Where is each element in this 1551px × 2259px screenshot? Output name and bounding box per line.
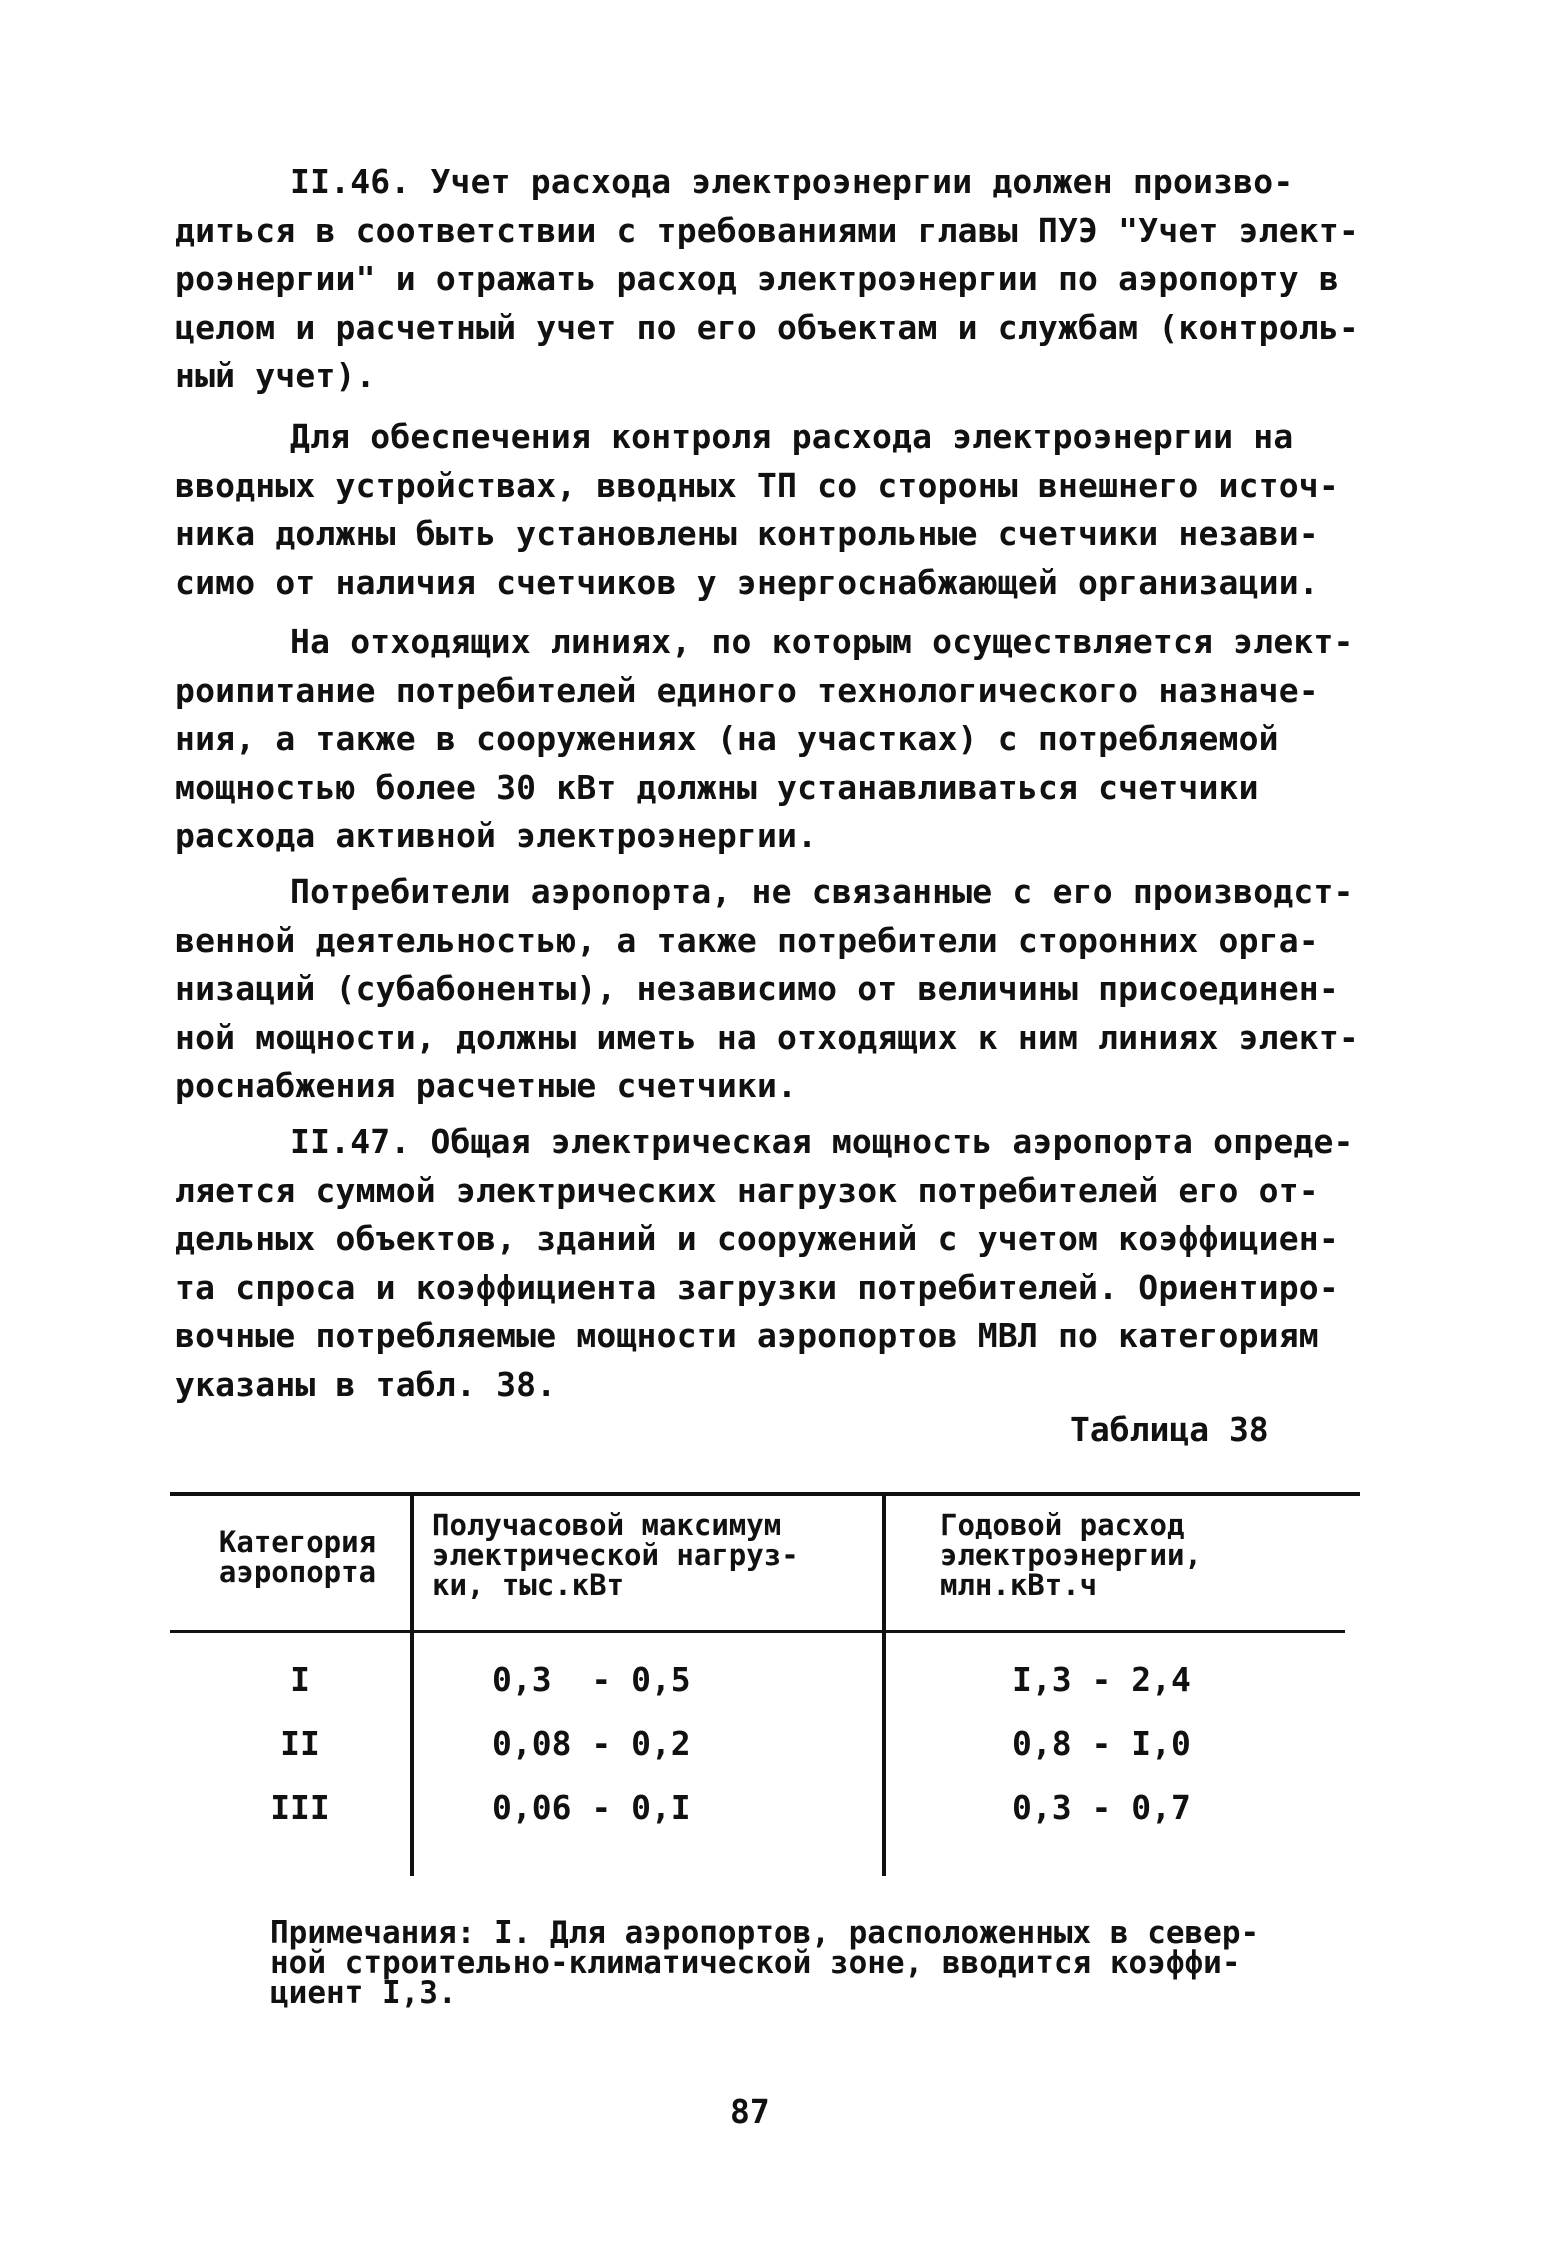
text-line: венной деятельностью, а также потребители сторонних орга- <box>175 920 1319 960</box>
text-line: Для обеспечения контроля расхода электроэнергии на <box>290 417 1294 456</box>
text-line: роипитание потребителей единого технологического назначе- <box>175 670 1319 710</box>
text-line: та спроса и коэффициента загрузки потребителей. Ориентиро- <box>175 1267 1339 1307</box>
text-line: II.46. Учет расхода электроэнергии должен произво- <box>290 162 1294 201</box>
header-half-hour-maximum: Получасовой максимум электрической нагруз- ки, тыс.кВт <box>432 1508 799 1602</box>
header-annual-consumption: Годовой расход электроэнергии, млн.кВт.ч <box>940 1508 1202 1602</box>
text-line: диться в соответствии с требованиями главы ПУЭ "Учет элект- <box>175 210 1359 250</box>
paragraph-metering-control <box>175 413 1375 607</box>
table-row-3-load: 0,06 - 0,I <box>492 1788 691 1827</box>
text-line: вочные потребляемые мощности аэропортов МВЛ по категориям <box>175 1316 1319 1355</box>
table-caption: Таблица 38 <box>1070 1410 1269 1449</box>
header-category: Категория аэропорта <box>218 1525 377 1589</box>
text-line: II.47. Общая электрическая мощность аэропорта опреде- <box>290 1122 1354 1161</box>
text-line: расхода активной электроэнергии. <box>175 816 818 855</box>
text-line: роснабжения расчетные счетчики. <box>175 1066 798 1105</box>
table-header-rule <box>170 1630 1345 1633</box>
text-line: ной строительно-климатической зоне, вводится коэффи- <box>270 1945 1241 1981</box>
table-row-1-load: 0,3 - 0,5 <box>492 1660 691 1699</box>
text-line: симо от наличия счетчиков у энергоснабжающей организации. <box>175 562 1319 602</box>
text-line: низаций (субабоненты), независимо от величины присоединен- <box>175 969 1339 1008</box>
paragraph-11-46 <box>175 158 1375 401</box>
text-line: Потребители аэропорта, не связанные с его производст- <box>290 872 1354 911</box>
table-note <box>270 1915 1370 2011</box>
text-line: мощностью более 30 кВт должны устанавливаться счетчики <box>175 767 1259 807</box>
table-column-divider-2 <box>882 1492 886 1876</box>
table-row-3-consumption: 0,3 - 0,7 <box>1012 1788 1191 1827</box>
text-line: роэнергии" и отражать расход электроэнергии по аэропорту в <box>175 259 1339 298</box>
page-number: 87 <box>730 2092 770 2131</box>
paragraph-consumers <box>175 868 1375 1111</box>
text-line: дельных объектов, зданий и сооружений с учетом коэффициен- <box>175 1219 1339 1258</box>
text-line: ный учет). <box>175 356 376 395</box>
table-row-2-category: II <box>280 1724 320 1763</box>
table-row-1-consumption: I,3 - 2,4 <box>1012 1660 1191 1699</box>
paragraph-outgoing-lines <box>175 618 1375 861</box>
text-line: вводных устройствах, вводных ТП со стороны внешнего источ- <box>175 465 1339 505</box>
table-column-divider-1 <box>410 1492 414 1876</box>
text-line: Примечания: I. Для аэропортов, расположенных в север- <box>270 1915 1260 1951</box>
text-line: указаны в табл. 38. <box>175 1364 557 1404</box>
table-row-1-category: I <box>290 1660 310 1699</box>
text-line: ника должны быть установлены контрольные счетчики незави- <box>175 514 1319 553</box>
table-row-2-consumption: 0,8 - I,0 <box>1012 1724 1191 1763</box>
text-line: ной мощности, должны иметь на отходящих к ним линиях элект- <box>175 1017 1359 1057</box>
text-line: На отходящих линиях, по которым осуществляется элект- <box>290 622 1354 661</box>
text-line: ния, а также в сооружениях (на участках) с потребляемой <box>175 719 1279 758</box>
text-line: целом и расчетный учет по его объектам и службам (контроль- <box>175 307 1359 347</box>
text-line: циент I,3. <box>270 1975 457 2011</box>
table-row-3-category: III <box>270 1788 330 1827</box>
paragraph-11-47 <box>175 1118 1375 1409</box>
table-top-rule <box>170 1492 1360 1496</box>
text-line: ляется суммой электрических нагрузок потребителей его от- <box>175 1170 1319 1210</box>
table-38 <box>170 1492 1360 1892</box>
table-row-2-load: 0,08 - 0,2 <box>492 1724 691 1763</box>
